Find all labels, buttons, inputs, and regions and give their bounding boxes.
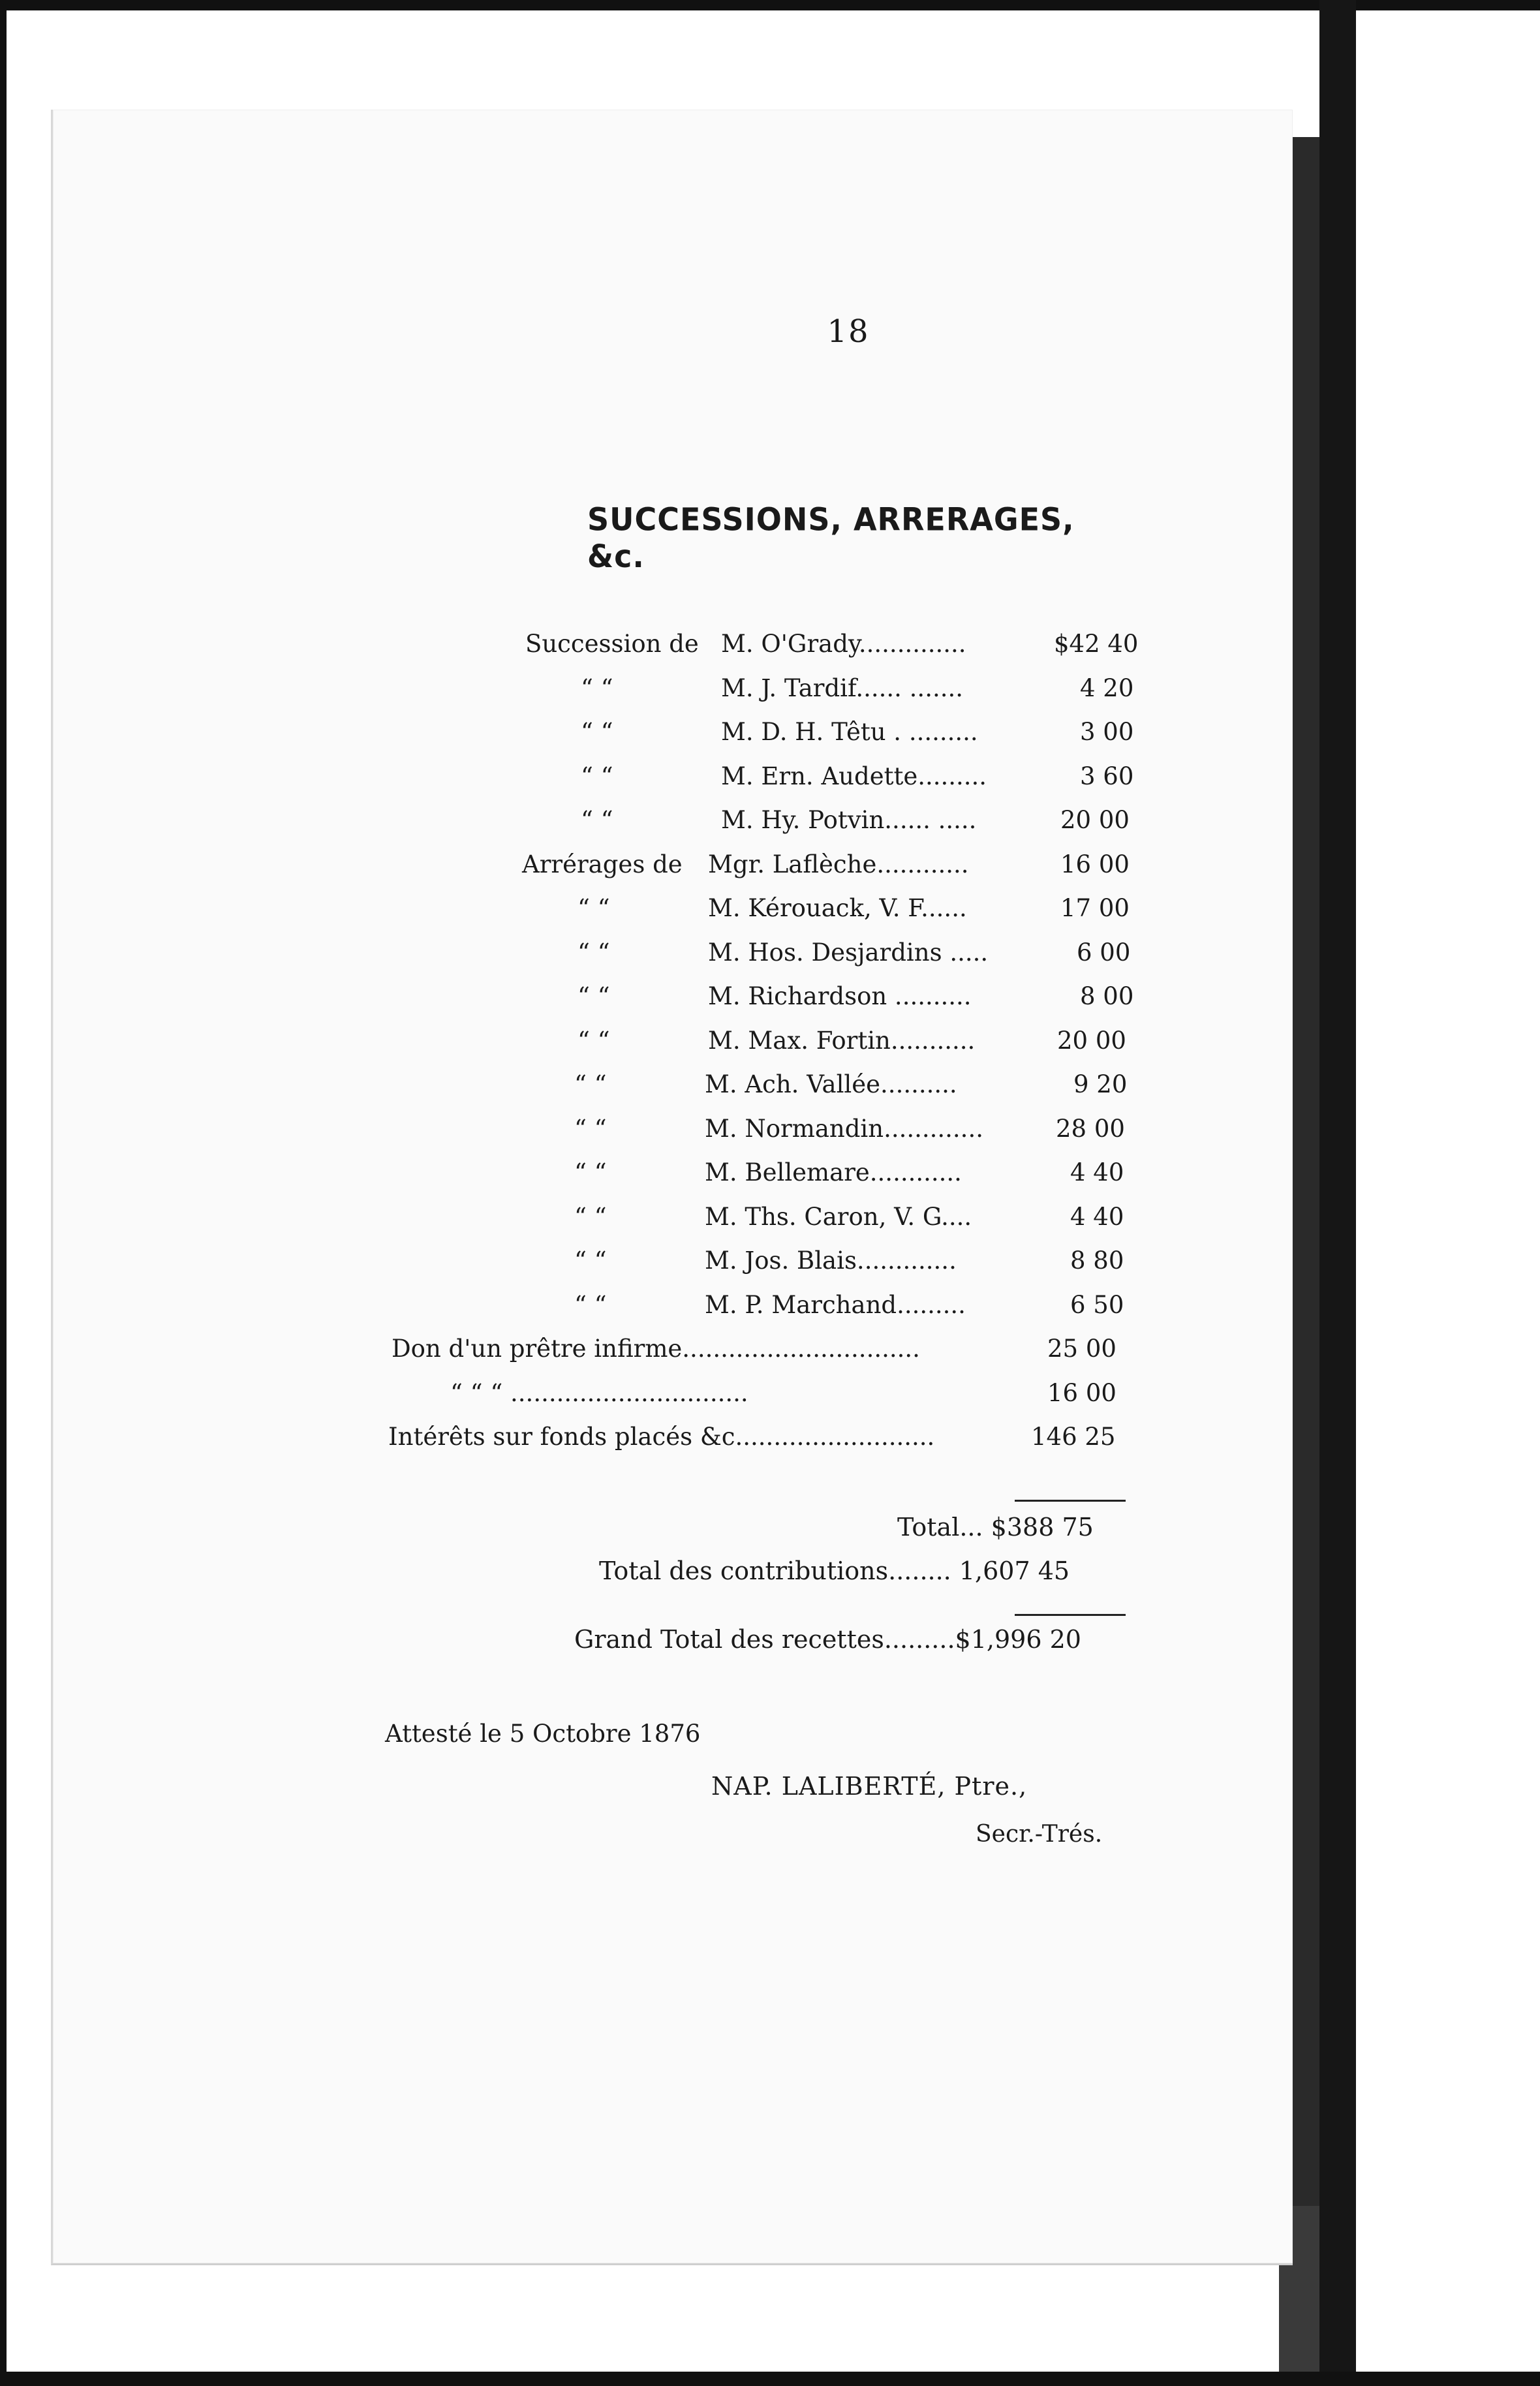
- ledger-row: [457, 1158, 1175, 1203]
- grand-total-line: Grand Total des recettes.........$1,996 20: [574, 1625, 1081, 1654]
- entry-name: M. P. Marchand.........: [705, 1290, 966, 1319]
- entry-prefix: “ “: [581, 762, 613, 790]
- entry-prefix: “ “: [574, 1290, 607, 1319]
- entry-name: M. J. Tardif...... .......: [721, 674, 963, 702]
- entry-prefix: “ “: [574, 1114, 607, 1143]
- entry-name: M. O'Grady..............: [721, 630, 966, 658]
- entry-name: M. Bellemare............: [705, 1158, 962, 1186]
- entry-label: Intérêts sur fonds placés &c..........................: [388, 1423, 935, 1451]
- entry-prefix: “ “: [574, 1247, 607, 1275]
- entry-prefix: “ “: [581, 674, 613, 702]
- entry-name: M. Hy. Potvin...... .....: [721, 806, 977, 834]
- ledger-row: [457, 630, 1175, 674]
- entry-amount: 4 40: [1070, 1202, 1124, 1231]
- ledger-table: [388, 630, 1175, 1467]
- entry-amount: 28 00: [1056, 1114, 1125, 1143]
- entry-prefix: “ “: [581, 718, 613, 746]
- ledger-row: [457, 806, 1175, 850]
- ledger-row: [457, 1247, 1175, 1291]
- ledger-row: [457, 1291, 1175, 1335]
- entry-amount: 20 00: [1057, 1026, 1126, 1055]
- entry-name: Mgr. Laflèche............: [708, 850, 969, 878]
- entry-name: M. Hos. Desjardins .....: [708, 938, 989, 967]
- entry-name: M. Ern. Audette.........: [721, 762, 987, 790]
- entry-amount: 25 00: [1047, 1335, 1116, 1363]
- entry-name: M. Jos. Blais.............: [705, 1247, 957, 1275]
- entry-name: M. Ths. Caron, V. G....: [705, 1202, 972, 1231]
- ledger-row: [457, 1070, 1175, 1115]
- entry-prefix: “ “: [578, 938, 610, 967]
- entry-prefix: “ “: [581, 806, 613, 834]
- ledger-row: [388, 1423, 1175, 1467]
- ledger-row: [457, 1027, 1175, 1071]
- sum-rule: [1015, 1614, 1126, 1616]
- scan-border-top: [0, 0, 1540, 10]
- signer-name: NAP. LALIBERTÉ, Ptre.,: [711, 1772, 1028, 1801]
- entry-prefix: “ “: [578, 1026, 610, 1055]
- entry-amount: 146 25: [1031, 1423, 1116, 1451]
- entry-amount: 4 20: [1080, 674, 1134, 702]
- entry-amount: 4 40: [1070, 1158, 1124, 1186]
- scan-border-left: [0, 0, 7, 2386]
- entry-label: Don d'un prêtre infirme...............................: [392, 1335, 920, 1363]
- entry-name: M. Normandin.............: [705, 1114, 983, 1143]
- signer-title: Secr.-Trés.: [976, 1821, 1103, 1848]
- entry-amount: 17 00: [1060, 894, 1130, 922]
- entry-prefix: “ “: [578, 982, 610, 1010]
- entry-amount: 6 00: [1077, 938, 1131, 967]
- entry-amount: $42 40: [1054, 630, 1139, 658]
- attestation-date: Attesté le 5 Octobre 1876: [385, 1720, 701, 1748]
- ledger-row: [457, 762, 1175, 807]
- entry-amount: 20 00: [1060, 806, 1130, 834]
- ledger-row: [457, 1115, 1175, 1159]
- entry-amount: 9 20: [1073, 1070, 1128, 1098]
- entry-amount: 3 00: [1080, 718, 1134, 746]
- entry-name: M. Richardson ..........: [708, 982, 972, 1010]
- scan-border-bottom: [0, 2372, 1540, 2386]
- ledger-row: [457, 1203, 1175, 1247]
- entry-amount: 8 00: [1080, 982, 1134, 1010]
- entry-amount: 8 80: [1070, 1247, 1124, 1275]
- ledger-row: [392, 1335, 1175, 1379]
- page-edge-shadow: [1292, 137, 1319, 2386]
- entry-prefix: “ “: [574, 1202, 607, 1231]
- entry-name: M. D. H. Têtu . .........: [721, 718, 978, 746]
- section-heading: SUCCESSIONS, ARRERAGES, &c.: [587, 501, 1075, 575]
- sum-rule: [1015, 1500, 1126, 1502]
- entry-label: “ “ “ ...............................: [450, 1378, 748, 1407]
- entry-prefix: “ “: [574, 1158, 607, 1186]
- ledger-row: [457, 674, 1175, 719]
- ledger-row: [457, 894, 1175, 938]
- contributions-total-line: Total des contributions........ 1,607 45: [599, 1557, 1070, 1585]
- ledger-row: [457, 718, 1175, 762]
- book-spine: [1319, 0, 1356, 2386]
- entry-name: M. Max. Fortin...........: [708, 1026, 976, 1055]
- entry-name: M. Kérouack, V. F......: [708, 894, 967, 922]
- entry-amount: 16 00: [1060, 850, 1130, 878]
- entry-amount: 3 60: [1080, 762, 1134, 790]
- entry-name: M. Ach. Vallée..........: [705, 1070, 957, 1098]
- ledger-row: [457, 938, 1175, 983]
- entry-prefix: Succession de: [525, 630, 699, 658]
- entry-prefix: Arrérages de: [522, 850, 683, 878]
- total-line: Total... $388 75: [897, 1513, 1094, 1542]
- ledger-row: [457, 850, 1175, 895]
- ledger-row: [450, 1378, 1175, 1423]
- entry-prefix: “ “: [574, 1070, 607, 1098]
- entry-amount: 16 00: [1047, 1378, 1116, 1407]
- entry-amount: 6 50: [1070, 1290, 1124, 1319]
- entry-prefix: “ “: [578, 894, 610, 922]
- page-number: 18: [827, 313, 870, 350]
- ledger-row: [457, 982, 1175, 1027]
